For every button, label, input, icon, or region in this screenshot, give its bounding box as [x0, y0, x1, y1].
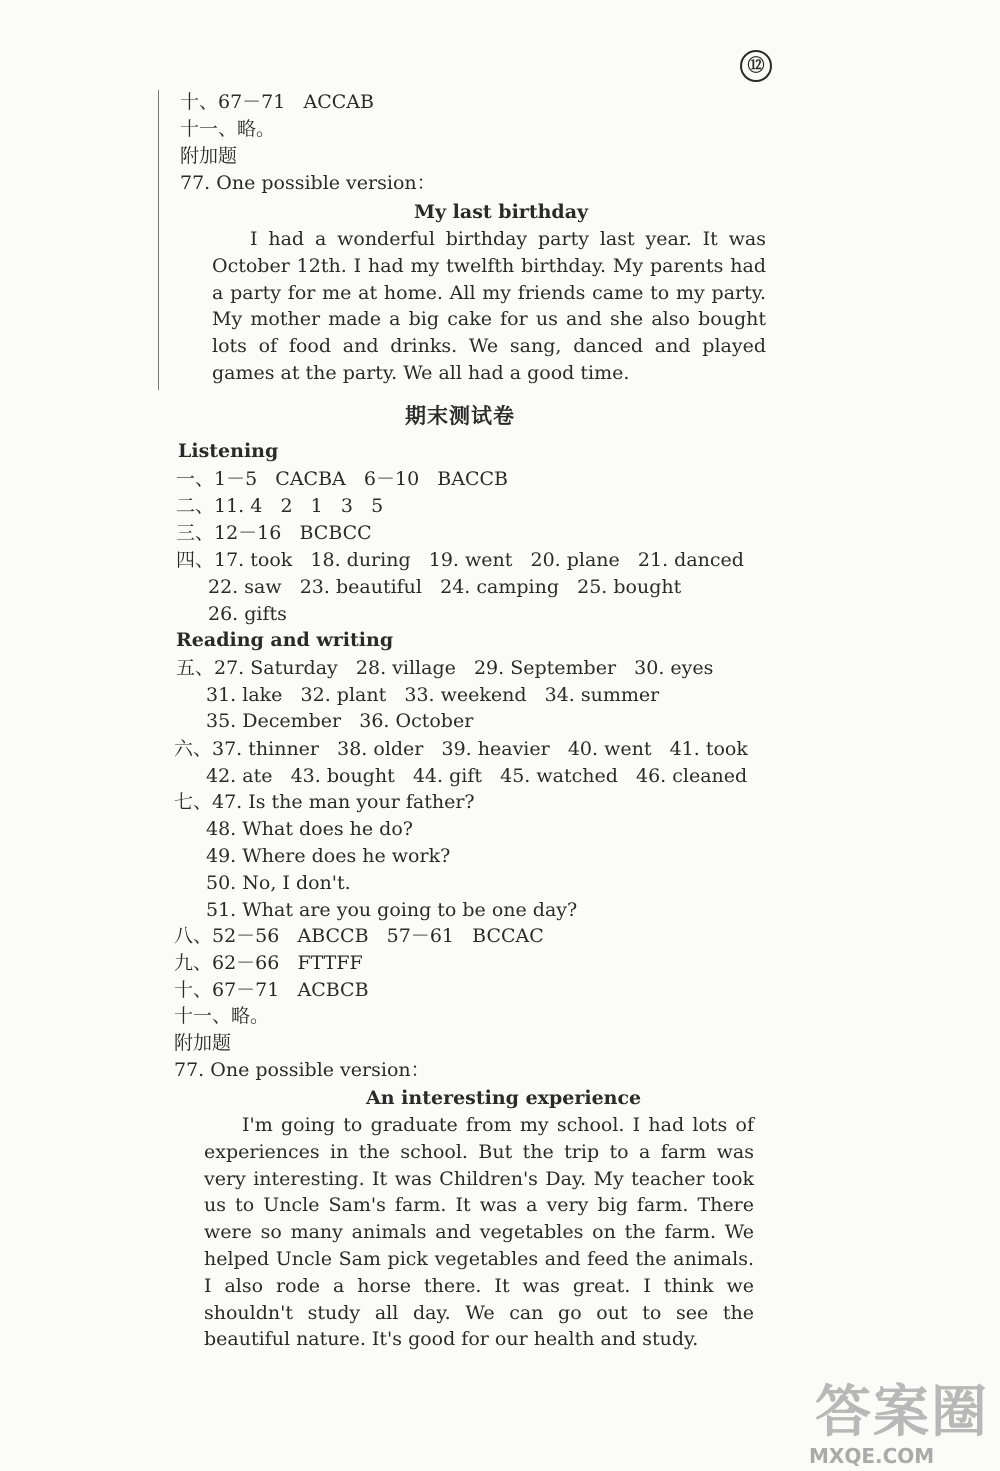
essay-body	[204, 1112, 754, 1353]
answer-line: 八、52－56 ABCCB 57－61 BCCAC	[174, 925, 544, 947]
answer-line: 49. Where does he work?	[206, 845, 451, 867]
essay-title: My last birthday	[414, 201, 589, 223]
answer-line: 四、17. took 18. during 19. went 20. plane 21. danced	[176, 549, 744, 571]
answer-line: 35. December 36. October	[206, 710, 474, 732]
answer-line: 77. One possible version：	[180, 172, 436, 194]
watermark-logo	[805, 1368, 995, 1468]
answer-line: 六、37. thinner 38. older 39. heavier 40. went 41. took	[174, 738, 748, 760]
answer-line: 26. gifts	[208, 603, 287, 625]
watermark-url: MXQE.COM	[809, 1444, 935, 1468]
section-title: 期末测试卷	[405, 404, 515, 428]
essay-paragraph: I'm going to graduate from my school. I had lots of experiences in the school. But the trip to a farm was very interesting. It was Children's Day. My teacher took us to Uncle Sam's farm. It was a very big farm. There were so many animals and vegetables on the farm. We helped Uncle Sam pick vegetables and feed the animals. I also rode a horse there. It was great. I think we shouldn't study all day. We can go out to see the beautiful nature. It's good for our health and study.	[204, 1114, 754, 1351]
answer-line: 十、67－71 ACBCB	[174, 979, 369, 1001]
answer-line: 十一、略。	[180, 118, 276, 140]
answer-line: 31. lake 32. plant 33. weekend 34. summer	[206, 684, 660, 706]
reading-heading: Reading and writing	[176, 629, 394, 651]
answer-line: 十一、略。	[174, 1005, 270, 1027]
answer-line: 二、11. 4 2 1 3 5	[176, 495, 384, 517]
answer-line: 48. What does he do?	[206, 818, 413, 840]
margin-rule	[158, 90, 159, 390]
essay-body	[212, 226, 766, 387]
answer-line: 九、62－66 FTTFF	[174, 952, 363, 974]
answer-line: 一、1－5 CACBA 6－10 BACCB	[176, 468, 508, 490]
answer-line: 十、67－71 ACCAB	[180, 91, 374, 113]
answer-line: 五、27. Saturday 28. village 29. September 30. eyes	[176, 657, 714, 679]
answer-line: 51. What are you going to be one day?	[206, 899, 578, 921]
answer-line: 附加题	[174, 1032, 232, 1054]
watermark-text: 答案圈	[815, 1380, 989, 1445]
essay-title: An interesting experience	[366, 1087, 642, 1109]
answer-line: 77. One possible version：	[174, 1059, 430, 1081]
essay-paragraph: I had a wonderful birthday party last year. It was October 12th. I had my twelfth birthday. My parents had a party for me at home. All my friends came to my party. My mother made a big cake for us and she also bought lots of food and drinks. We sang, danced and played games at the party. We all had a good time.	[212, 228, 766, 384]
page-number: ⑫	[740, 50, 772, 82]
answer-line: 22. saw 23. beautiful 24. camping 25. bought	[208, 576, 682, 598]
answer-line: 七、47. Is the man your father?	[174, 791, 475, 813]
listening-heading: Listening	[178, 440, 279, 462]
answer-line: 42. ate 43. bought 44. gift 45. watched 46. cleaned	[206, 765, 748, 787]
answer-line: 50. No, I don't.	[206, 872, 351, 894]
answer-line: 三、12－16 BCBCC	[176, 522, 372, 544]
answer-line: 附加题	[180, 145, 238, 167]
